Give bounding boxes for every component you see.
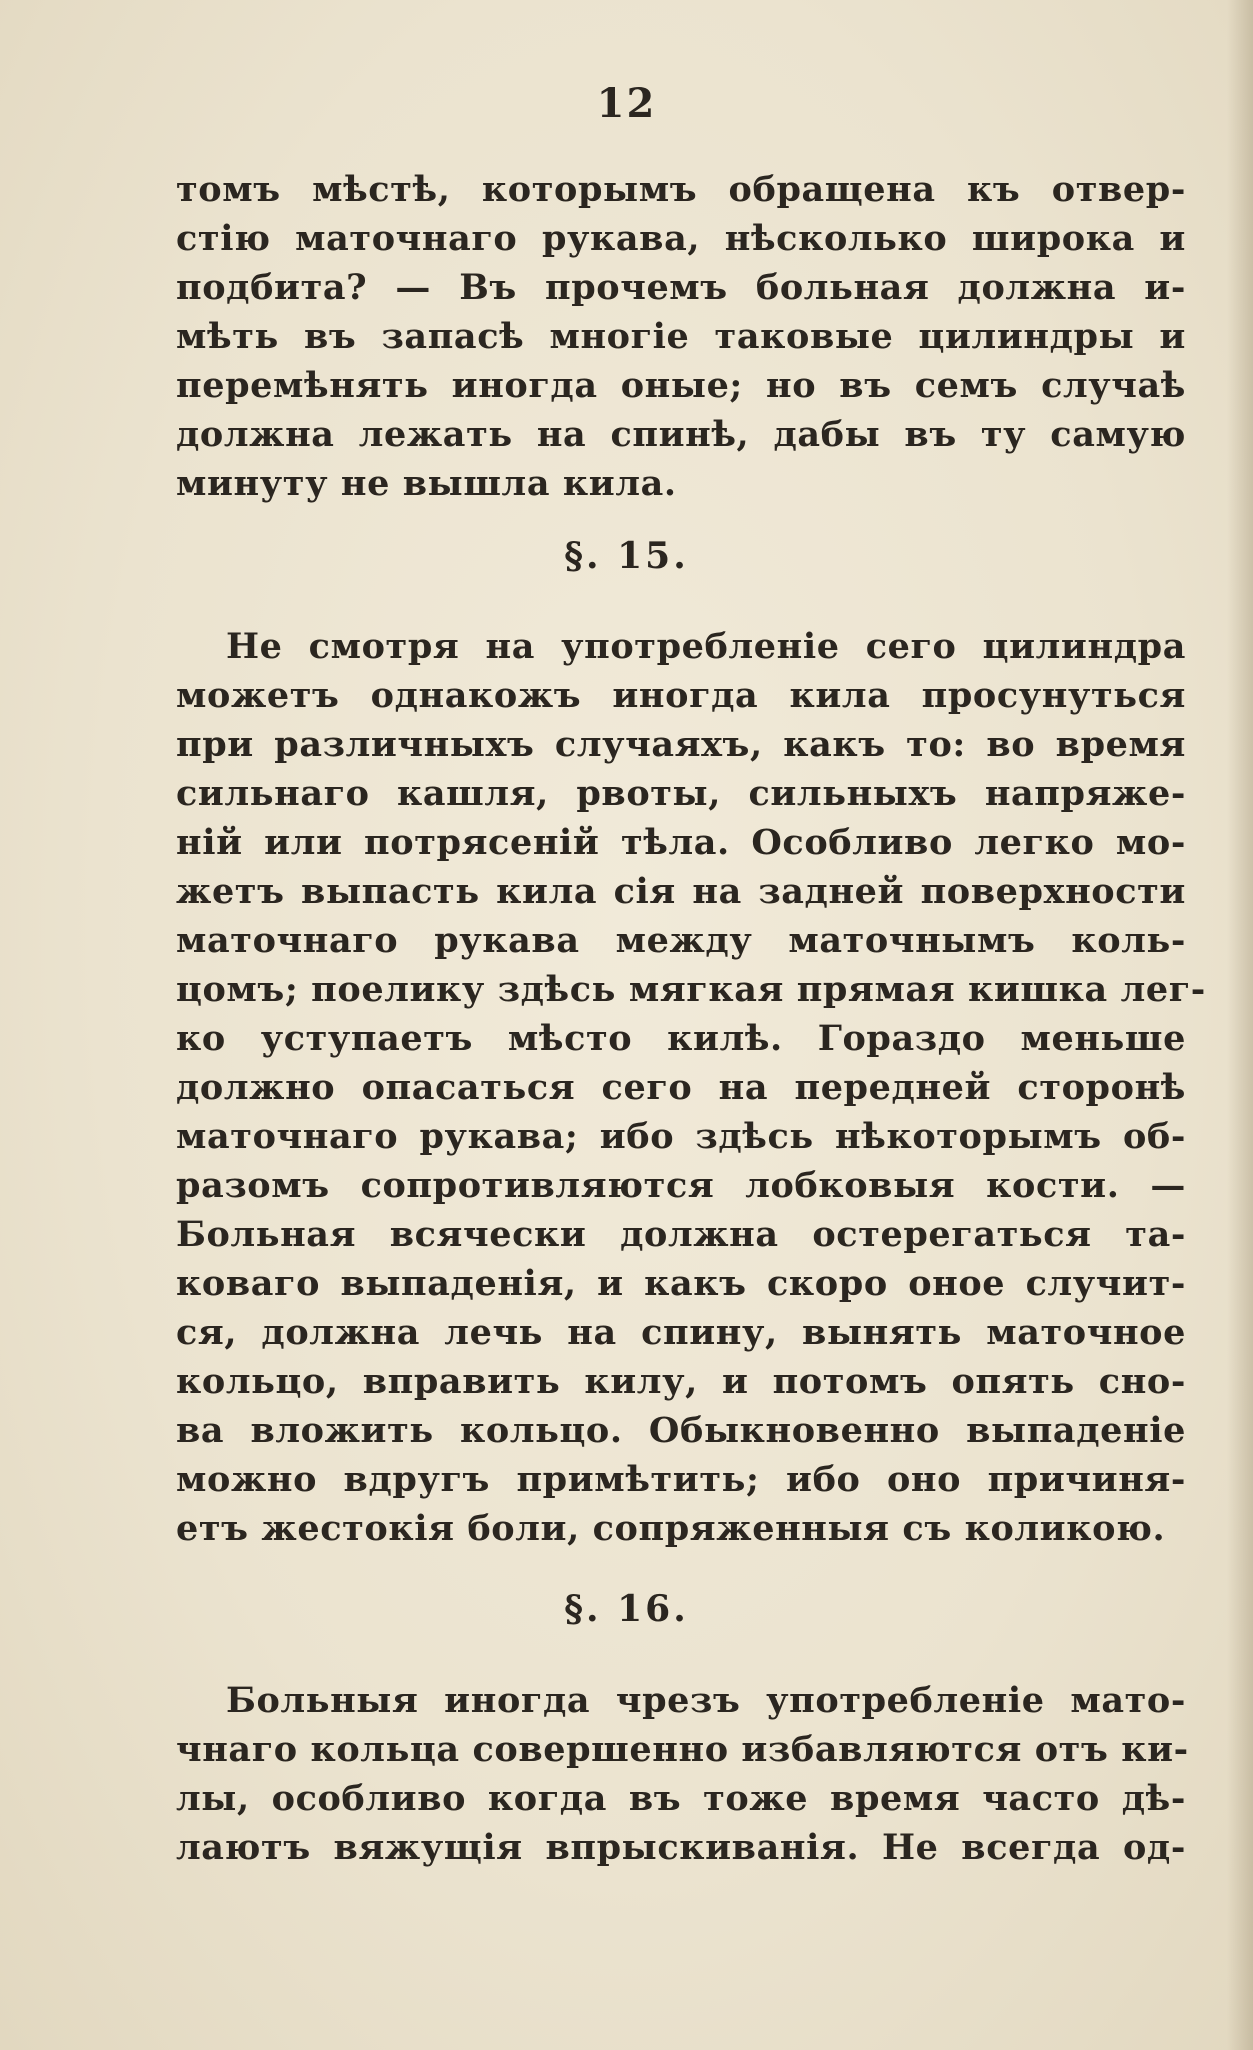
text-line: лаютъ вяжущія впрыскиванія. Не всегда од- [176, 1827, 1186, 1868]
text-line: Не смотря на употребленіе сего цилиндра [226, 626, 1186, 667]
page-edge-shadow [1227, 0, 1253, 2050]
paragraph-continuation [176, 165, 1186, 508]
text-line: жетъ выпасть кила сія на задней поверхности [176, 871, 1186, 912]
text-line: маточнаго рукава; ибо здѣсь нѣкоторымъ об- [176, 1116, 1186, 1157]
section-heading-16: §. 16. [564, 1588, 689, 1630]
text-line: чнаго кольца совершенно избавляются отъ ки- [176, 1729, 1189, 1770]
text-line: етъ жестокія боли, сопряженныя съ коликою. [176, 1508, 1166, 1549]
text-line: при различныхъ случаяхъ, какъ то: во время [176, 724, 1186, 765]
text-line: должно опасаться сего на передней сторонѣ [176, 1067, 1186, 1108]
text-line: кольцо, вправить килу, и потомъ опять сно- [176, 1361, 1186, 1402]
page-number: 12 [596, 80, 657, 127]
text-line: можетъ однакожъ иногда кила просунуться [176, 675, 1186, 716]
text-line: ва вложить кольцо. Обыкновенно выпаденіе [176, 1410, 1186, 1451]
text-line: ко уступаетъ мѣсто килѣ. Гораздо меньше [176, 1018, 1186, 1059]
text-line: Больныя иногда чрезъ употребленіе мато- [226, 1680, 1186, 1721]
text-line: стію маточнаго рукава, нѣсколько широка и [176, 218, 1186, 259]
text-line: разомъ сопротивляются лобковыя кости. — [176, 1165, 1186, 1206]
text-line: сильнаго кашля, рвоты, сильныхъ напряже- [176, 773, 1186, 814]
text-line: перемѣнять иногда оные; но въ семъ случаѣ [176, 365, 1186, 406]
text-line: можно вдругъ примѣтить; ибо оно причиня- [176, 1459, 1186, 1500]
section-heading-15: §. 15. [564, 535, 689, 577]
section-16-paragraph [176, 1676, 1189, 1872]
text-line: цомъ; поелику здѣсь мягкая прямая кишка лег- [176, 969, 1206, 1010]
text-line: коваго выпаденія, и какъ скоро оное случит- [176, 1263, 1186, 1304]
section-15-paragraph [176, 622, 1206, 1553]
text-line: подбита? — Въ прочемъ больная должна и- [176, 267, 1186, 308]
text-line: маточнаго рукава между маточнымъ коль- [176, 920, 1186, 961]
text-line: ній или потрясеній тѣла. Особливо легко мо- [176, 822, 1186, 863]
text-line: Больная всячески должна остерегаться та- [176, 1214, 1186, 1255]
text-line: минуту не вышла кила. [176, 463, 677, 504]
text-line: должна лежать на спинѣ, дабы въ ту самую [176, 414, 1186, 455]
text-line: ся, должна лечь на спину, вынять маточное [176, 1312, 1186, 1353]
text-line: лы, особливо когда въ тоже время часто дѣ- [176, 1778, 1186, 1819]
text-line: мѣть въ запасѣ многіе таковые цилиндры и [176, 316, 1186, 357]
text-line: томъ мѣстѣ, которымъ обращена къ отвер- [176, 169, 1186, 210]
